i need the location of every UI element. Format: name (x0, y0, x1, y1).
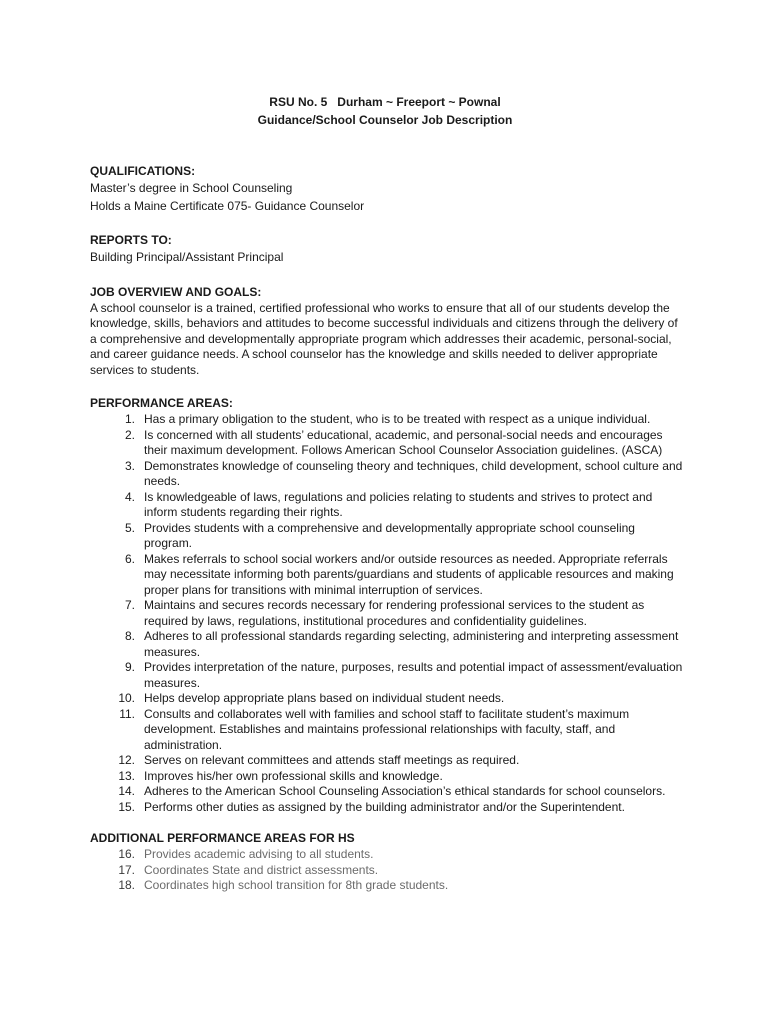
qualification-line: Master’s degree in School Counseling (90, 181, 293, 195)
list-item-gap (135, 459, 144, 490)
list-item-text: Consults and collaborates well with families and school staff to facilitate student’s maximum development. Establishes and maintains professional relationships with faculty, staff, and administration. (144, 706, 630, 752)
list-item-number: 5. (124, 520, 135, 535)
list-item-text: Adheres to all professional standards regarding selecting, administering and interpreting assessment measures. (144, 629, 679, 659)
job-title: Guidance/School Counselor Job Description (257, 113, 513, 127)
district-title: RSU No. 5 Durham ~ Freeport ~ Pownal (269, 95, 501, 109)
overview-paragraph: A school counselor is a trained, certified professional who works to ensure that all of our students develop the knowledge, skills, behaviors and attitudes to become successful individuals and citizens through the delivery of a comprehensive and developmentally appropriate program which addresses their academic, personal-social, and career guidance needs. A school counselor has the knowledge and skills needed to deliver appropriate services to students. (90, 300, 678, 377)
list-item-number: 8. (124, 629, 135, 644)
list-item (90, 660, 685, 691)
list-item-number: 17. (118, 862, 135, 877)
document-body (90, 163, 685, 911)
list-item-gap (135, 490, 144, 521)
list-item-gap (135, 552, 144, 599)
qualification-line: Holds a Maine Certificate 075- Guidance Counselor (90, 198, 365, 213)
list-item-gap (135, 691, 144, 707)
list-item-gap (135, 412, 144, 428)
list-item (90, 490, 685, 521)
list-item-text: Coordinates high school transition for 8th grade students. (144, 878, 449, 893)
list-item-number: 6. (124, 551, 135, 566)
list-item-gap (135, 707, 144, 754)
list-item-number: 4. (124, 489, 135, 504)
list-item (90, 784, 685, 800)
list-item-text: Has a primary obligation to the student, who is to be treated with respect as a unique individual. (144, 412, 651, 427)
list-item-gap (135, 428, 144, 459)
list-item-text: Makes referrals to school social workers and/or outside resources as needed. Appropriate referrals may necessitate informing both parents/guardians and students of applicable resources and making proper plans for transitions with minimal interruption of services. (144, 551, 674, 597)
list-item (90, 863, 685, 879)
list-item-number: 7. (124, 598, 135, 613)
reports-to-heading: REPORTS TO: (90, 233, 172, 247)
list-item-number: 3. (124, 458, 135, 473)
additional-list (90, 847, 685, 894)
list-item-number: 16. (118, 847, 135, 862)
list-item-gap (135, 521, 144, 552)
list-item-gap (135, 878, 144, 894)
qualifications-heading: QUALIFICATIONS: (90, 164, 196, 178)
list-item-gap (135, 598, 144, 629)
reports-to-section (90, 232, 685, 267)
additional-section (90, 830, 685, 894)
list-item-number: 11. (119, 706, 135, 721)
list-item-number: 10. (118, 691, 135, 706)
list-item (90, 552, 685, 599)
reports-to-line: Building Principal/Assistant Principal (90, 250, 284, 264)
performance-heading: PERFORMANCE AREAS: (90, 396, 233, 411)
list-item-text: Serves on relevant committees and attends staff meetings as required. (144, 753, 520, 768)
list-item-text: Improves his/her own professional skills and knowledge. (144, 768, 443, 783)
list-item-number: 14. (118, 784, 135, 799)
list-item-text: Performs other duties as assigned by the building administrator and/or the Superintendent. (144, 799, 625, 814)
list-item-gap (135, 784, 144, 800)
list-item-gap (135, 769, 144, 785)
list-item-gap (135, 629, 144, 660)
list-item (90, 629, 685, 660)
qualifications-section (90, 163, 685, 215)
list-item (90, 412, 685, 428)
list-item-number: 13. (118, 768, 135, 783)
list-item-text: Maintains and secures records necessary for rendering professional services to the student as required by laws, regulations, institutional procedures and confidentiality guidelines. (144, 598, 645, 628)
list-item-text: Is concerned with all students’ educational, academic, and personal-social needs and encourages their maximum development. Follows American School Counselor Association guidelines. (ASCA) (144, 427, 663, 458)
list-item-gap (135, 753, 144, 769)
list-item-text: Is knowledgeable of laws, regulations and policies relating to students and strives to protect and inform students regarding their rights. (144, 489, 653, 520)
list-item-gap (135, 800, 144, 816)
list-item-gap (135, 847, 144, 863)
list-item (90, 800, 685, 816)
list-item (90, 598, 685, 629)
list-item-text: Provides students with a comprehensive and developmentally appropriate school counseling program. (144, 520, 635, 551)
list-item-gap (135, 863, 144, 879)
performance-section (90, 395, 685, 815)
list-item-gap (135, 660, 144, 691)
document-header (0, 93, 770, 129)
list-item-text: Provides academic advising to all students. (144, 847, 374, 862)
list-item (90, 459, 685, 490)
overview-section (90, 284, 685, 379)
list-item-number: 12. (118, 753, 135, 768)
overview-heading: JOB OVERVIEW AND GOALS: (90, 284, 262, 299)
list-item-number: 9. (124, 660, 135, 675)
list-item (90, 521, 685, 552)
list-item-text: Helps develop appropriate plans based on individual student needs. (144, 691, 505, 706)
list-item-text: Demonstrates knowledge of counseling theory and techniques, child development, school culture and needs. (144, 458, 683, 489)
list-item (90, 753, 685, 769)
performance-list (90, 412, 685, 815)
list-item (90, 691, 685, 707)
list-item-text: Coordinates State and district assessments. (144, 862, 379, 877)
list-item (90, 428, 685, 459)
list-item (90, 707, 685, 754)
additional-heading: ADDITIONAL PERFORMANCE AREAS FOR HS (90, 831, 355, 846)
list-item-number: 2. (124, 427, 135, 442)
list-item (90, 847, 685, 863)
list-item-number: 18. (118, 878, 135, 893)
list-item-number: 15. (118, 799, 135, 814)
list-item-text: Adheres to the American School Counseling Association’s ethical standards for school counselors. (144, 784, 666, 799)
list-item-text: Provides interpretation of the nature, purposes, results and potential impact of assessment/evaluation measures. (144, 660, 683, 690)
list-item (90, 878, 685, 894)
list-item-number: 1. (124, 412, 135, 427)
list-item (90, 769, 685, 785)
